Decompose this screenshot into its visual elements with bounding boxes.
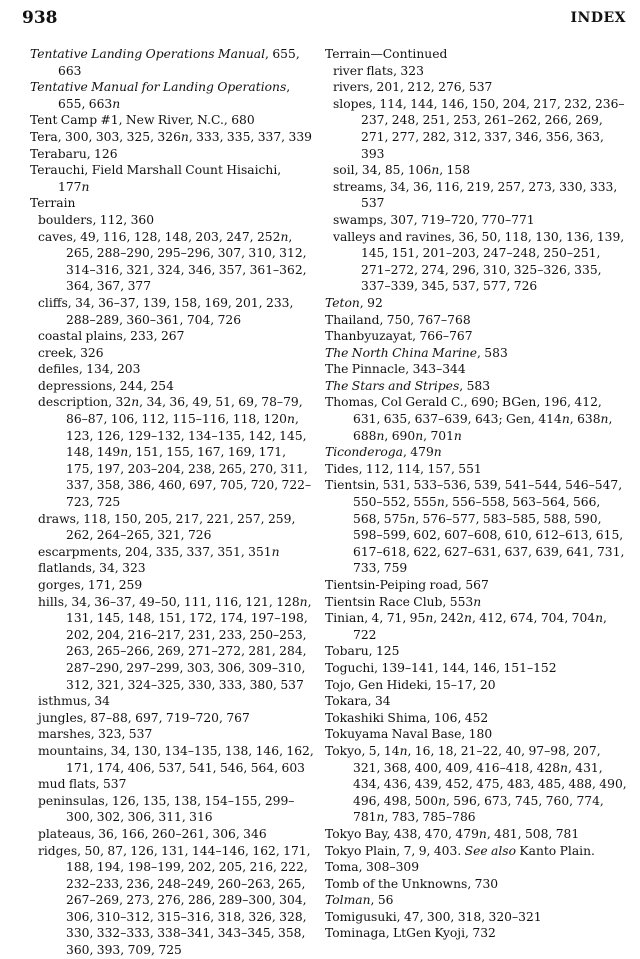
- entry-text: , 583: [459, 378, 491, 393]
- index-subentry: [30, 229, 314, 295]
- index-column-left: [30, 46, 318, 959]
- entry-text: n: [131, 395, 140, 410]
- entry-text: isthmus, 34: [38, 694, 110, 709]
- index-subentry: [30, 710, 314, 727]
- entry-text: cliffs, 34, 36–37, 139, 158, 169, 201, 233, 288–289, 360–361, 704, 726: [38, 295, 297, 327]
- entry-text: coastal plains, 233, 267: [38, 329, 185, 344]
- index-subentry: [30, 743, 318, 776]
- entry-text: n: [561, 412, 570, 427]
- entry-text: Tobaru, 125: [325, 644, 400, 659]
- entry-text: n: [81, 179, 90, 194]
- index-entry: [325, 693, 630, 710]
- index-entry: [325, 46, 630, 63]
- entry-text: n: [464, 611, 472, 626]
- page-header: [0, 8, 640, 32]
- entry-text: Tides, 112, 114, 157, 551: [325, 461, 482, 476]
- entry-text: Toguchi, 139–141, 144, 146, 151–152: [325, 660, 557, 675]
- index-entry: [325, 345, 630, 362]
- entry-text: valleys and ravines, 36, 50, 118, 130, 136, 139, 145, 151, 201–203, 247–248, 250–251, 271–272, 274, 296, 310, 325–326, 335, 337–339, 345, 537, 577, 726: [333, 229, 628, 294]
- index-entry: [325, 378, 630, 395]
- index-subentry: [30, 843, 314, 959]
- index-subentry: [325, 179, 630, 212]
- index-subentry: [30, 693, 314, 710]
- entry-text: , 576–577, 583–585, 588, 590, 598–599, 602, 607–608, 610, 612–613, 615, 617–618, 622, 627–631, 637, 639, 641, 731, 733, 759: [353, 511, 628, 576]
- entry-text: n: [473, 594, 482, 609]
- entry-text: n: [407, 511, 416, 526]
- index-subentry: [30, 560, 314, 577]
- index-subentry: [30, 511, 314, 544]
- entry-text: The Stars and Stripes: [325, 378, 460, 393]
- entry-text: , 479: [402, 445, 434, 460]
- entry-text: n: [120, 445, 129, 460]
- entry-text: , 151, 155, 167, 169, 171, 175, 197, 203–204, 238, 265, 270, 311, 337, 358, 386, 460, 697, 705, 720, 722–723, 725: [66, 445, 312, 510]
- entry-text: n: [376, 810, 385, 825]
- index-entry: [30, 162, 314, 195]
- index-entry: [30, 79, 314, 112]
- entry-text: swamps, 307, 719–720, 770–771: [333, 212, 535, 227]
- index-entry: [325, 859, 630, 876]
- index-subentry: [30, 361, 314, 378]
- index-subentry: [30, 394, 314, 510]
- entry-text: , 556–558, 563–564, 566, 568, 575: [353, 495, 604, 526]
- index-entry: [325, 660, 630, 677]
- entry-text: , 701: [423, 428, 454, 443]
- entry-text: ridges, 50, 87, 126, 131, 144–146, 162, 171, 188, 194, 198–199, 202, 205, 216, 222, 232–233, 236, 248–249, 260–263, 265, 267–269, 273, 276, 286, 289–300, 304, 306, 310–312, 315–316, 318, 326, 328, 330, 332–333, 338–341, 343–345, 358, 360, 393, 709, 725: [38, 843, 314, 958]
- index-entry: [325, 394, 630, 444]
- entry-text: streams, 34, 36, 116, 219, 257, 273, 330, 333, 537: [333, 179, 621, 211]
- index-subentry: [325, 79, 630, 96]
- index-entry: [325, 295, 630, 312]
- index-subentry: [30, 793, 314, 826]
- entry-text: river flats, 323: [333, 63, 424, 78]
- entry-text: , 131, 145, 148, 151, 172, 174, 197–198, 202, 204, 216–217, 231, 233, 250–253, 263, 265–266, 269, 271–272, 281, 284, 287–290, 297–299, 303, 306, 309–310, 312, 321, 324–325, 330, 333, 380, 537: [66, 594, 315, 692]
- entry-text: , 690: [384, 428, 416, 443]
- index-subentry: [325, 96, 630, 162]
- index-entry: [325, 843, 630, 860]
- entry-text: Tientsin Race Club, 553: [325, 594, 474, 609]
- entry-text: escarpments, 204, 335, 337, 351, 351: [38, 544, 272, 559]
- entry-text: , 34, 36, 49, 51, 69, 78–79, 86–87, 106, 112, 115–116, 118, 120: [66, 395, 307, 427]
- entry-text: Tokyo Bay, 438, 470, 479: [325, 826, 479, 841]
- entry-text: , 242: [433, 611, 465, 626]
- entry-text: n: [299, 594, 308, 609]
- entry-text: creek, 326: [38, 345, 104, 360]
- index-entry: [325, 461, 630, 478]
- entry-text: Thailand, 750, 767–768: [325, 312, 471, 327]
- entry-text: , 583: [476, 345, 508, 360]
- index-subentry: [30, 577, 314, 594]
- entry-text: See also: [464, 843, 517, 858]
- entry-text: n: [425, 611, 434, 626]
- entry-text: Terabaru, 126: [30, 146, 118, 161]
- index-subentry: [325, 229, 630, 295]
- index-subentry: [30, 295, 314, 328]
- index-entry: [325, 444, 630, 461]
- index-entry: [325, 726, 630, 743]
- entry-text: , 56: [370, 893, 394, 908]
- index-subentry: [30, 378, 314, 395]
- index-entry: [325, 312, 630, 329]
- index-subentry: [30, 328, 314, 345]
- entry-text: n: [438, 793, 446, 808]
- entry-text: , 16, 18, 21–22, 40, 97–98, 207, 321, 368, 400, 409, 416–418, 428: [353, 743, 605, 775]
- entry-text: n: [433, 445, 442, 460]
- entry-text: rivers, 201, 212, 276, 537: [333, 80, 493, 95]
- entry-text: Tokashiki Shima, 106, 452: [325, 710, 489, 725]
- entry-text: draws, 118, 150, 205, 217, 221, 257, 259, 262, 264–265, 321, 726: [38, 511, 299, 543]
- entry-text: Tientsin-Peiping road, 567: [325, 578, 489, 592]
- entry-text: Tokyo Plain, 7, 9, 403.: [325, 843, 465, 858]
- entry-text: marshes, 323, 537: [38, 727, 153, 742]
- index-subentry: [325, 162, 630, 179]
- entry-text: , 412, 674, 704, 704: [471, 611, 596, 626]
- entry-text: hills, 34, 36–37, 49–50, 111, 116, 121, 128: [38, 594, 300, 609]
- index-entry: [325, 892, 630, 909]
- index-entry: [30, 112, 314, 129]
- index-entry: [325, 743, 630, 826]
- entry-text: , 158: [439, 163, 471, 178]
- index-entry: [325, 876, 630, 893]
- entry-text: jungles, 87–88, 697, 719–720, 767: [38, 710, 250, 725]
- entry-text: n: [287, 412, 295, 427]
- index-entry: [30, 46, 314, 79]
- entry-text: , 481, 508, 781: [486, 826, 580, 841]
- entry-text: , 431, 434, 436, 439, 452, 475, 483, 485, 488, 490, 496, 498, 500: [353, 760, 631, 808]
- entry-text: peninsulas, 126, 135, 138, 154–155, 299–300, 302, 306, 311, 316: [38, 793, 295, 825]
- entry-text: , 596, 673, 745, 760, 774, 781: [353, 793, 608, 825]
- index-subentry: [30, 594, 314, 694]
- entry-text: , 638: [569, 412, 601, 427]
- index-entry: [325, 361, 630, 378]
- entry-text: soil, 34, 85, 106: [333, 163, 432, 178]
- entry-text: Ticonderoga: [325, 445, 403, 460]
- index-entry: [325, 610, 630, 643]
- entry-text: n: [180, 129, 189, 144]
- index-entry: [30, 195, 314, 212]
- entry-text: Tomigusuki, 47, 300, 318, 320–321: [325, 909, 542, 924]
- entry-text: , 783, 785–786: [384, 810, 476, 825]
- entry-text: , 722: [353, 611, 611, 642]
- entry-text: n: [560, 760, 568, 775]
- index-entry: [325, 677, 630, 694]
- entry-text: , 688: [353, 412, 616, 443]
- entry-text: boulders, 112, 360: [38, 212, 155, 227]
- index-entry: [30, 129, 314, 146]
- entry-text: Teton: [325, 295, 360, 310]
- entry-text: Thanbyuzayat, 766–767: [325, 329, 473, 344]
- entry-text: Tokara, 34: [325, 694, 391, 709]
- entry-text: mountains, 34, 130, 134–135, 138, 146, 162, 171, 174, 406, 537, 541, 546, 564, 603: [38, 743, 318, 775]
- index-entry: [30, 146, 314, 163]
- entry-text: Toma, 308–309: [325, 860, 420, 875]
- entry-text: Thomas, Col Gerald C., 690; BGen, 196, 412, 631, 635, 637–639, 643; Gen, 414: [325, 395, 606, 427]
- entry-text: Tomb of the Unknowns, 730: [325, 876, 499, 891]
- entry-text: The North China Marine: [325, 345, 477, 360]
- entry-text: n: [399, 743, 408, 758]
- entry-text: Terauchi, Field Marshall Count Hisaichi, 177: [30, 163, 285, 194]
- page-number: 938: [22, 8, 58, 28]
- section-title: INDEX: [570, 10, 626, 26]
- entry-text: , 92: [359, 295, 383, 310]
- index-subentry: [30, 826, 314, 843]
- index-entry: [325, 577, 630, 594]
- entry-text: depressions, 244, 254: [38, 378, 174, 393]
- entry-text: Tinian, 4, 71, 95: [325, 611, 426, 626]
- entry-text: n: [376, 428, 385, 443]
- entry-text: n: [600, 412, 609, 427]
- index-subentry: [30, 212, 314, 229]
- entry-text: n: [280, 229, 289, 244]
- entry-text: Tentative Manual for Landing Operations: [30, 80, 287, 95]
- entry-text: Tokuyama Naval Base, 180: [325, 727, 493, 742]
- index-entry: [325, 826, 630, 843]
- entry-text: Tentative Landing Operations Manual: [30, 47, 266, 61]
- entry-text: Tokyo, 5, 14: [325, 743, 400, 758]
- entry-text: flatlands, 34, 323: [38, 561, 146, 576]
- entry-text: slopes, 114, 144, 146, 150, 204, 217, 232, 236–237, 248, 251, 253, 261–262, 266, 269, 271, 277, 282, 312, 337, 346, 356, 363, 393: [333, 96, 625, 161]
- entry-text: caves, 49, 116, 128, 148, 203, 247, 252: [38, 229, 281, 244]
- entry-text: Tolman: [325, 893, 371, 908]
- index-subentry: [30, 726, 314, 743]
- entry-text: description, 32: [38, 395, 132, 410]
- index-entry: [325, 710, 630, 727]
- entry-text: , 655, 663: [58, 47, 304, 78]
- entry-text: , 265, 288–290, 295–296, 307, 310, 312, 314–316, 321, 324, 346, 357, 361–362, 364, 367, 377: [66, 229, 310, 294]
- entry-text: Tojo, Gen Hideki, 15–17, 20: [325, 677, 496, 692]
- entry-text: , 123, 126, 129–132, 134–135, 142, 145, 148, 149: [66, 412, 310, 460]
- index-entry: [325, 925, 630, 942]
- entry-text: , 655, 663: [58, 80, 294, 111]
- entry-text: Tera, 300, 303, 325, 326: [30, 129, 181, 144]
- index-subentry: [30, 776, 314, 793]
- entry-text: Terrain—Continued: [325, 47, 448, 61]
- index-column-right: [325, 46, 630, 942]
- entry-text: n: [415, 428, 424, 443]
- index-entry: [325, 328, 630, 345]
- entry-text: gorges, 171, 259: [38, 578, 143, 592]
- index-subentry: [30, 544, 314, 561]
- index-subentry: [325, 63, 630, 80]
- index-entry: [325, 909, 630, 926]
- entry-text: Tominaga, LtGen Kyoji, 732: [325, 926, 496, 941]
- entry-text: mud flats, 537: [38, 777, 127, 792]
- index-entry: [325, 477, 630, 577]
- index-subentry: [325, 212, 630, 229]
- entry-text: defiles, 134, 203: [38, 362, 141, 377]
- entry-text: n: [112, 96, 121, 111]
- entry-text: Terrain: [30, 196, 76, 211]
- entry-text: n: [595, 611, 604, 626]
- index-entry: [325, 594, 630, 611]
- entry-text: n: [436, 495, 445, 510]
- entry-text: plateaus, 36, 166, 260–261, 306, 346: [38, 826, 267, 841]
- index-entry: [325, 643, 630, 660]
- entry-text: Kanto Plain.: [516, 843, 595, 858]
- entry-text: n: [271, 544, 280, 559]
- entry-text: Tent Camp #1, New River, N.C., 680: [30, 113, 255, 128]
- entry-text: n: [453, 428, 462, 443]
- entry-text: , 333, 335, 337, 339: [188, 129, 312, 144]
- entry-text: n: [431, 163, 440, 178]
- entry-text: n: [478, 826, 487, 841]
- index-subentry: [30, 345, 314, 362]
- entry-text: The Pinnacle, 343–344: [325, 362, 466, 377]
- entry-text: Tientsin, 531, 533–536, 539, 541–544, 546–547, 550–552, 555: [325, 478, 626, 510]
